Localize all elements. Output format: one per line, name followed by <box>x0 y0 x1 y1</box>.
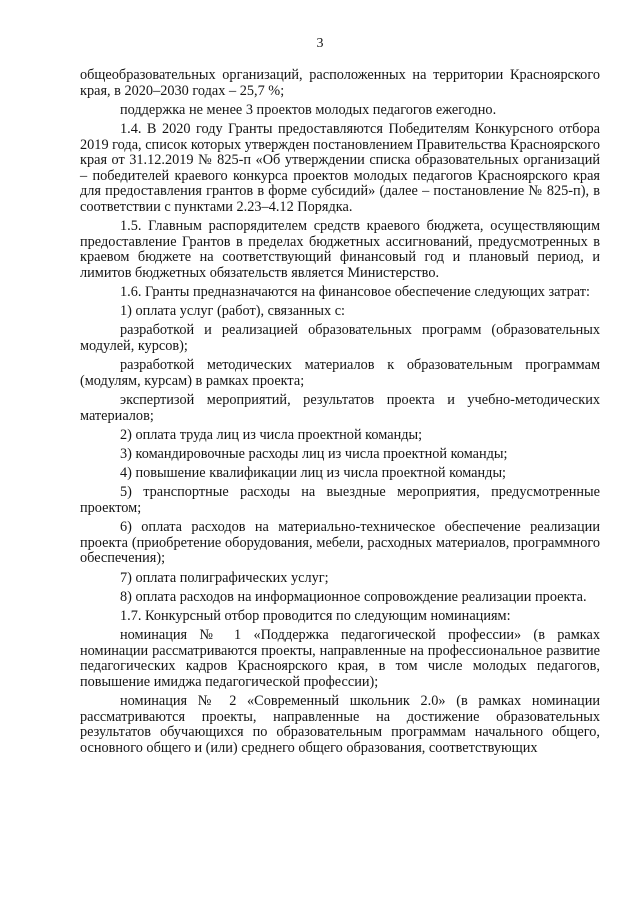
paragraph: 1.7. Конкурсный отбор проводится по следующим номинациям: <box>120 607 511 624</box>
paragraph: 2) оплата труда лиц из числа проектной команды; <box>120 426 423 443</box>
paragraph: 1.6. Гранты предназначаются на финансовое обеспечение следующих затрат: <box>120 284 590 301</box>
paragraph: поддержка не менее 3 проектов молодых педагогов ежегодно. <box>120 101 497 118</box>
paragraph: 6) оплата расходов на материально-техническое обеспечение реализации проекта (приобретение оборудования, мебели, расходных материалов, программного обеспечения); <box>80 519 600 567</box>
paragraph: 4) повышение квалификации лиц из числа проектной команды; <box>120 465 507 482</box>
paragraph: экспертизой мероприятий, результатов проекта и учебно-методических материалов; <box>80 392 600 424</box>
paragraph: 1.4. В 2020 году Гранты предоставляются Победителям Конкурсного отбора 2019 года, список которых утвержден постановлением Правительства Красноярского края от 31.12.2019 № 825-п «Об утверждении списка образовательных организаций – победителей краевого конкурса проектов молодых педагогов Красноярского края для предоставления грантов в форме субсидий» (далее – постановление № 825-п), в соответствии с пунктами 2.23–4.12 Порядка. <box>80 120 600 215</box>
paragraph: номинация № 2 «Современный школьник 2.0» (в рамках номинации рассматриваются проекты, направленные на достижение образовательных результатов обучающихся по образовательным программам начального общего, основного общего и (или) среднего общего образования, соответствующих <box>80 693 600 756</box>
paragraph: 5) транспортные расходы на выездные мероприятия, предусмотренные проектом; <box>80 484 600 516</box>
paragraph: разработкой и реализацией образовательных программ (образовательных модулей, курсов); <box>80 322 600 355</box>
document-body <box>80 68 600 756</box>
paragraph: разработкой методических материалов к образовательным программам (модулям, курсам) в рамках проекта; <box>80 357 600 389</box>
paragraph: 1) оплата услуг (работ), связанных с: <box>120 303 346 320</box>
paragraph: общеобразовательных организаций, расположенных на территории Красноярского края, в 2020–2030 годах – 25,7 %; <box>80 67 600 99</box>
paragraph: 8) оплата расходов на информационное сопровождение реализации проекта. <box>120 588 587 605</box>
paragraph: номинация № 1 «Поддержка педагогической профессии» (в рамках номинации рассматриваются проекты, направленные на профессиональное развитие педагогических кадров Красноярского края, в том числе молодых педагогов, повышение имиджа педагогической профессии); <box>80 627 600 690</box>
paragraph: 3) командировочные расходы лиц из числа проектной команды; <box>120 446 508 462</box>
page-number: 3 <box>316 36 324 51</box>
paragraph: 1.5. Главным распорядителем средств краевого бюджета, осуществляющим предоставление Грантов в пределах бюджетных ассигнований, предусмотренных в краевом бюджете на соответствующий финансовый год и плановый период, и лимитов бюджетных обязательств является Министерство. <box>80 218 600 281</box>
paragraph: 7) оплата полиграфических услуг; <box>120 569 329 586</box>
